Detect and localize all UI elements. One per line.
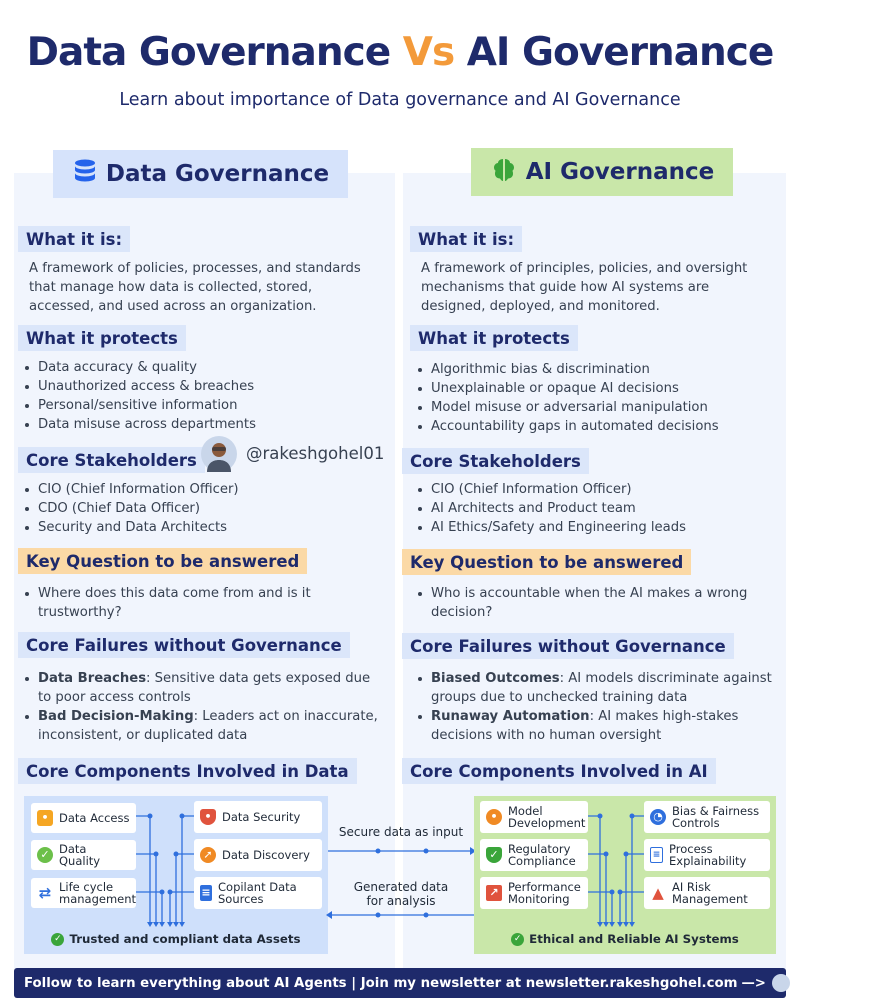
list-item (24, 707, 384, 745)
list-item: Algorithmic bias & discrimination (417, 360, 777, 379)
component-label: Data Security (222, 810, 301, 824)
data-governance-title: Data Governance (105, 161, 330, 187)
component-label: Copilant Data Sources (218, 880, 297, 906)
failure-text: : AI models discriminate against groups due to unchecked training data (431, 671, 772, 705)
failure-text: : Sensitive data gets exposed due to poor access controls (38, 671, 371, 705)
check-circle-icon: ✓ (51, 933, 64, 946)
arrow-icon: —> (741, 975, 766, 991)
avatar (201, 436, 237, 472)
right-what-text: A framework of principles, policies, and oversight mechanisms that guide how AI systems are designed, deployed, and monitored. (421, 261, 748, 314)
document-icon: ≡ (201, 886, 211, 899)
right-stakeholders-heading: Core Stakeholders (402, 448, 589, 474)
component-ai-risk (644, 877, 770, 909)
list-item (417, 669, 777, 707)
footer-text: Follow to learn everything about AI Agents | Join my newsletter at newsletter.rakeshgohel.com (24, 975, 738, 991)
list-item: Where does this data come from and is it trustworthy? (24, 584, 364, 622)
brain-icon: • (486, 809, 502, 825)
right-protects-list (417, 360, 777, 436)
list-item (417, 707, 777, 745)
shield-check-icon: ✓ (486, 847, 502, 863)
flow-output-label: Generated data for analysis (353, 880, 449, 908)
left-components-heading: Core Components Involved in Data (18, 758, 357, 784)
left-what-heading: What it is: (18, 226, 130, 252)
list-item: Security and Data Architects (24, 518, 384, 537)
right-question-heading: Key Question to be answered (402, 549, 691, 575)
list-item: Model misuse or adversarial manipulation (417, 398, 777, 417)
right-question-list (417, 584, 757, 622)
list-item: Unauthorized access & breaches (24, 377, 384, 396)
left-failures-list (24, 669, 384, 745)
cycle-arrows-icon: ⇄ (38, 884, 52, 902)
left-question-list (24, 584, 364, 622)
right-protects-heading: What it protects (410, 325, 578, 351)
page-title (0, 30, 800, 75)
left-failures-heading: Core Failures without Governance (18, 632, 350, 658)
title-part-data: Data Governance (26, 30, 403, 75)
footer-handle[interactable]: @rakeshgohel01 (793, 978, 869, 988)
list-item: Who is accountable when the AI makes a wrong decision? (417, 584, 757, 622)
lock-icon: • (37, 810, 53, 826)
component-model-development (480, 801, 588, 833)
data-components-diagram (24, 796, 328, 954)
list-item: Data accuracy & quality (24, 358, 384, 377)
right-components-heading: Core Components Involved in AI (402, 758, 716, 784)
failure-title: Runaway Automation (431, 709, 590, 724)
list-item: CIO (Chief Information Officer) (24, 480, 384, 499)
brain-icon (490, 155, 518, 189)
flow-input-label: Secure data as input (338, 825, 464, 839)
component-life-cycle (31, 878, 136, 908)
data-diagram-result (24, 932, 328, 946)
component-label: Data Quality (59, 842, 101, 868)
list-item: Unexplainable or opaque AI decisions (417, 379, 777, 398)
data-result-label: Trusted and compliant data Assets (69, 932, 301, 946)
data-governance-heading (53, 150, 348, 198)
right-what-heading: What it is: (410, 226, 522, 252)
failure-title: Data Breaches (38, 671, 147, 686)
ai-governance-title: AI Governance (525, 159, 715, 185)
failure-title: Bad Decision-Making (38, 709, 194, 724)
right-failures-heading: Core Failures without Governance (402, 633, 734, 659)
author-handle: @rakeshgohel01 (246, 444, 385, 463)
component-label: Model Development (508, 804, 586, 830)
left-protects-heading: What it protects (18, 325, 186, 351)
left-what-text: A framework of policies, processes, and standards that manage how data is collected, stored, accessed, and used across an organization. (29, 261, 361, 314)
title-vs: Vs (402, 30, 455, 75)
component-data-access (31, 803, 136, 833)
component-data-discovery (194, 839, 322, 871)
footer-banner (14, 968, 869, 998)
page-subtitle: Learn about importance of Data governance and AI Governance (119, 90, 681, 110)
left-question-heading: Key Question to be answered (18, 548, 307, 574)
component-label: AI Risk Management (672, 880, 748, 906)
ai-governance-heading (471, 148, 733, 196)
failure-text: : AI makes high-stakes decisions with no human oversight (431, 709, 739, 743)
component-regulatory-compliance (480, 839, 588, 871)
check-circle-icon: ✓ (511, 933, 524, 946)
left-stakeholders-heading: Core Stakeholders (18, 447, 205, 473)
right-stakeholders-list (417, 480, 777, 537)
left-protects-list (24, 358, 384, 434)
ai-components-diagram (474, 796, 776, 954)
quality-badge-icon: ✓ (37, 847, 53, 863)
checklist-icon: ≡ (650, 847, 663, 863)
failure-title: Biased Outcomes (431, 671, 560, 686)
component-label: Process Explainability (669, 842, 747, 868)
component-data-quality (31, 840, 136, 870)
list-item: Accountability gaps in automated decisions (417, 417, 777, 436)
shield-icon: • (200, 809, 216, 825)
component-label: Data Access (59, 811, 130, 825)
component-bias-fairness (644, 801, 770, 833)
list-item: Data misuse across departments (24, 415, 384, 434)
failure-text: : Leaders act on inaccurate, inconsistent, or duplicated data (38, 709, 378, 743)
list-item: CDO (Chief Data Officer) (24, 499, 384, 518)
list-item (24, 669, 384, 707)
component-process-explainability (644, 839, 770, 871)
component-copilant-sources (194, 877, 322, 909)
list-item: Personal/sensitive information (24, 396, 384, 415)
footer-avatar (772, 974, 790, 992)
component-label: Regulatory Compliance (508, 842, 576, 868)
component-label: Life cycle management (59, 880, 137, 906)
component-performance-monitoring (480, 877, 588, 909)
list-item: CIO (Chief Information Officer) (417, 480, 777, 499)
component-label: Performance Monitoring (508, 880, 581, 906)
component-label: Bias & Fairness Controls (672, 804, 760, 830)
right-failures-list (417, 669, 777, 745)
database-icon (72, 158, 98, 190)
warning-icon: ▲ (652, 884, 664, 902)
component-label: Data Discovery (222, 848, 310, 862)
compass-icon: ➚ (200, 847, 216, 863)
left-stakeholders-list (24, 480, 384, 537)
ai-diagram-result (474, 932, 776, 946)
chart-icon: ↗ (486, 885, 502, 901)
ai-result-label: Ethical and Reliable AI Systems (529, 932, 739, 946)
component-data-security (194, 801, 322, 833)
list-item: AI Ethics/Safety and Engineering leads (417, 518, 777, 537)
list-item: AI Architects and Product team (417, 499, 777, 518)
title-part-ai: AI Governance (454, 30, 774, 75)
gauge-icon: ◔ (650, 809, 666, 825)
